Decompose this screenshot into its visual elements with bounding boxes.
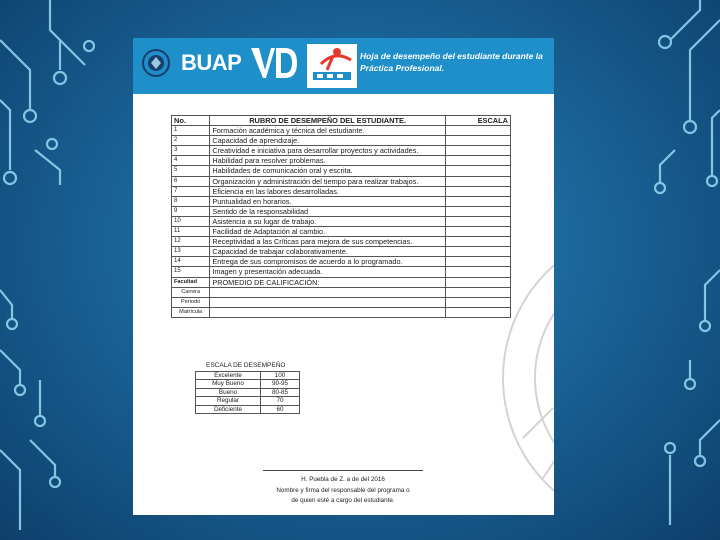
table-row [172, 267, 511, 277]
row-number: 9 [172, 206, 210, 216]
scale-row [196, 388, 300, 396]
pss-logo-icon [307, 44, 357, 88]
table-row [172, 227, 511, 237]
row-score-cell[interactable] [445, 267, 510, 277]
period-value-cell[interactable] [210, 297, 445, 307]
row-criterion: Organización y administración del tiempo para realizar trabajos. [210, 176, 445, 186]
scale-title: ESCALA DE DESEMPEÑO [206, 362, 286, 369]
career-label: Carrera [172, 287, 210, 297]
scale-label: Muy Bueno [196, 380, 261, 388]
row-criterion: Capacidad de aprendizaje. [210, 136, 445, 146]
table-row [172, 166, 511, 176]
faculty-label: Facultad [172, 277, 210, 287]
scale-label: Excelente [196, 372, 261, 380]
column-header-scale: ESCALA [445, 116, 510, 126]
performance-rubric-table [171, 115, 511, 318]
scale-value: 90-95 [261, 380, 300, 388]
scale-row [196, 397, 300, 405]
row-number: 5 [172, 166, 210, 176]
row-criterion: Imagen y presentación adecuada. [210, 267, 445, 277]
enrollment-label: Matrícula [172, 307, 210, 317]
row-score-cell[interactable] [445, 186, 510, 196]
row-criterion: Habilidades de comunicación oral y escrita. [210, 166, 445, 176]
column-header-rubric: RUBRO DE DESEMPEÑO DEL ESTUDIANTE. [210, 116, 445, 126]
row-number: 4 [172, 156, 210, 166]
table-row [172, 146, 511, 156]
buap-logo-text: BUAP [181, 50, 242, 75]
scale-value: 80-85 [261, 388, 300, 396]
row-number: 8 [172, 196, 210, 206]
enrollment-value-cell[interactable] [210, 307, 445, 317]
scale-value: 100 [261, 372, 300, 380]
table-row [172, 156, 511, 166]
info-empty-cell [445, 297, 510, 307]
row-number: 2 [172, 136, 210, 146]
row-criterion: Formación académica y técnica del estudiante. [210, 126, 445, 136]
career-value-cell[interactable] [210, 287, 445, 297]
signature-caption-line2: de quien esté a cargo del estudiante. [291, 497, 395, 504]
row-score-cell[interactable] [445, 166, 510, 176]
row-number: 6 [172, 176, 210, 186]
university-seal-icon [141, 48, 171, 78]
evaluation-sheet [133, 38, 554, 515]
info-row [172, 297, 511, 307]
scale-label: Regular [196, 397, 261, 405]
scale-label: Deficiente [196, 405, 261, 413]
signature-block [253, 475, 433, 507]
scale-label: Bueno [196, 388, 261, 396]
row-number: 13 [172, 247, 210, 257]
average-row [172, 277, 511, 287]
average-value-cell[interactable] [445, 277, 510, 287]
row-number: 7 [172, 186, 210, 196]
column-header-no: No. [172, 116, 210, 126]
scale-row [196, 372, 300, 380]
table-row [172, 186, 511, 196]
info-row [172, 287, 511, 297]
table-row [172, 206, 511, 216]
document-header [133, 38, 554, 94]
average-label: PROMEDIO DE CALIFICACIÓN: [210, 277, 445, 287]
row-score-cell[interactable] [445, 206, 510, 216]
row-criterion: Entrega de sus compromisos de acuerdo a lo programado. [210, 257, 445, 267]
table-row [172, 136, 511, 146]
signature-line [263, 470, 423, 471]
scale-value: 60 [261, 405, 300, 413]
period-label: Periodo [172, 297, 210, 307]
table-row [172, 176, 511, 186]
row-score-cell[interactable] [445, 156, 510, 166]
row-criterion: Creatividad e iniciativa para desarrollar proyectos y actividades. [210, 146, 445, 156]
info-empty-cell [445, 307, 510, 317]
place-date-line: H. Puebla de Z. a de del 2016 [301, 476, 385, 483]
signature-caption-line1: Nombre y firma del responsable del programa o [276, 486, 410, 494]
row-criterion: Asistencia a su lugar de trabajo. [210, 216, 445, 226]
row-score-cell[interactable] [445, 126, 510, 136]
row-number: 3 [172, 146, 210, 156]
row-score-cell[interactable] [445, 146, 510, 156]
document-title: Hoja de desempeño del estudiante durante la Práctica Profesional. [360, 51, 543, 73]
row-criterion: Sentido de la responsabilidad [210, 206, 445, 216]
vd-logo-icon [249, 46, 299, 82]
row-score-cell[interactable] [445, 176, 510, 186]
row-number: 1 [172, 126, 210, 136]
table-row [172, 257, 511, 267]
row-criterion: Habilidad para resolver problemas. [210, 156, 445, 166]
row-criterion: Puntualidad en horarios. [210, 196, 445, 206]
row-score-cell[interactable] [445, 196, 510, 206]
row-criterion: Facilidad de Adaptación al cambio. [210, 227, 445, 237]
row-number: 10 [172, 216, 210, 226]
row-score-cell[interactable] [445, 227, 510, 237]
row-criterion: Eficiencia en las labores desarrolladas. [210, 186, 445, 196]
row-score-cell[interactable] [445, 237, 510, 247]
table-row [172, 196, 511, 206]
row-number: 15 [172, 267, 210, 277]
row-score-cell[interactable] [445, 136, 510, 146]
table-row [172, 216, 511, 226]
info-row [172, 307, 511, 317]
row-criterion: Capacidad de trabajar colaborativamente. [210, 247, 445, 257]
info-empty-cell [445, 287, 510, 297]
row-score-cell[interactable] [445, 257, 510, 267]
row-number: 14 [172, 257, 210, 267]
row-score-cell[interactable] [445, 216, 510, 226]
table-row [172, 237, 511, 247]
table-row [172, 247, 511, 257]
scale-row [196, 405, 300, 413]
table-row [172, 126, 511, 136]
performance-scale-table [195, 371, 300, 414]
row-number: 11 [172, 227, 210, 237]
row-number: 12 [172, 237, 210, 247]
table-header-row [172, 116, 511, 126]
row-criterion: Receptividad a las Críticas para mejora de sus competencias. [210, 237, 445, 247]
row-score-cell[interactable] [445, 247, 510, 257]
scale-value: 70 [261, 397, 300, 405]
scale-row [196, 380, 300, 388]
